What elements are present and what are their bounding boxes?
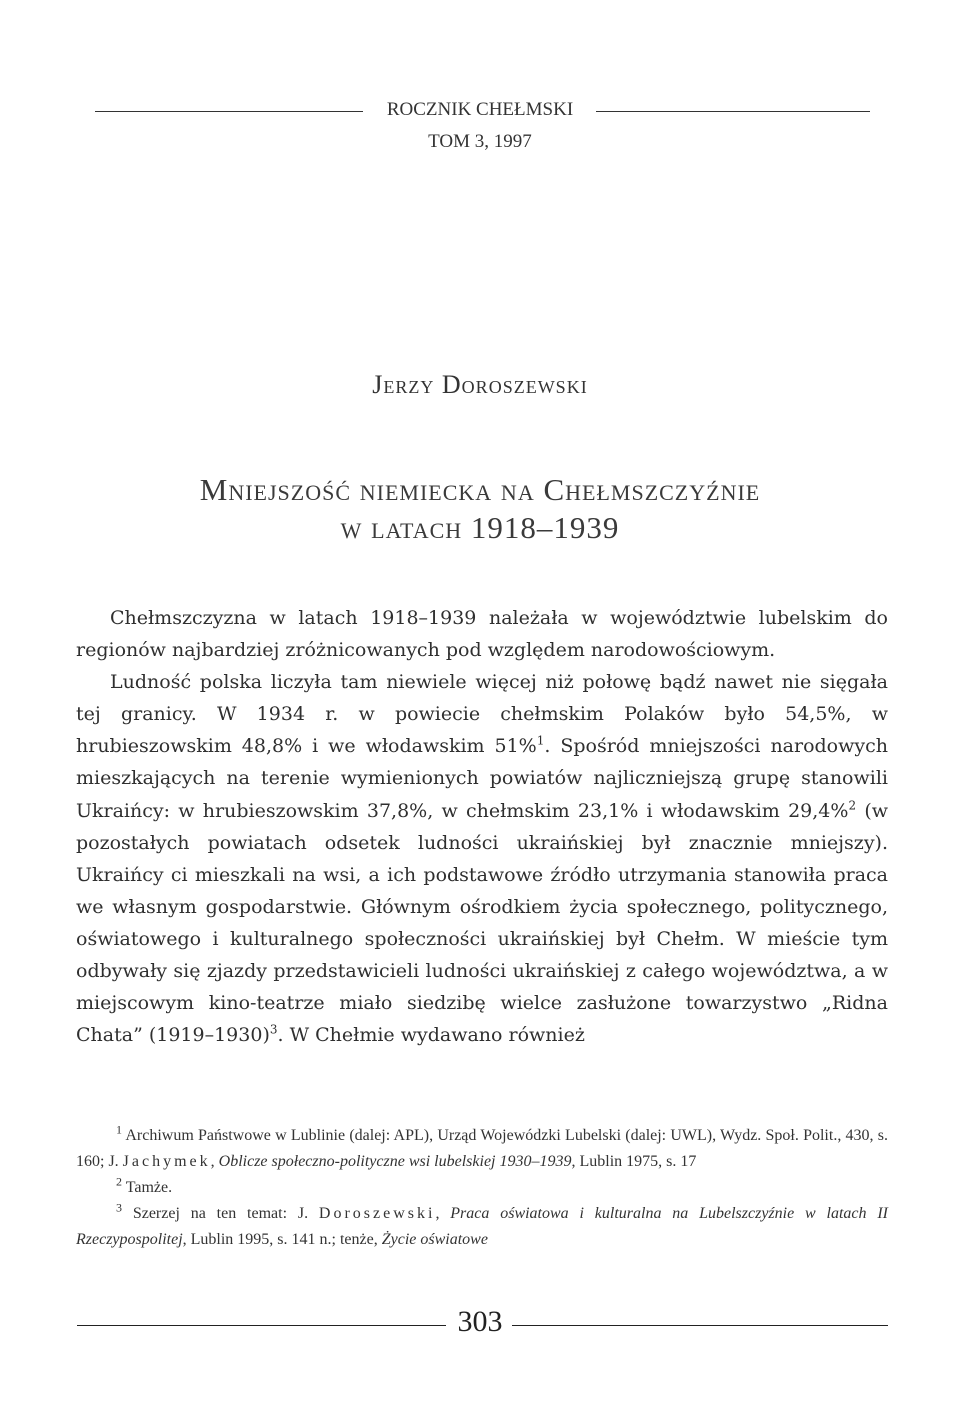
- footnote-3: [76, 1201, 888, 1253]
- footnote-3-text: Szerzej na ten temat: J.: [122, 1205, 319, 1222]
- footnote-ref-3: 3: [269, 1022, 278, 1037]
- footnotes: [76, 1123, 888, 1253]
- paragraph-2: [76, 666, 888, 1051]
- footnote-1: [76, 1123, 888, 1175]
- footnote-1-title: Oblicze społeczno-polityczne wsi lubelskiej 1930–1939: [218, 1153, 572, 1170]
- footnote-3-number: 3: [116, 1200, 122, 1215]
- journal-name: ROCZNIK CHEŁMSKI: [386, 99, 574, 120]
- page-number: 303: [457, 1305, 503, 1338]
- paragraph-2-part-a: Ludność polska liczyła tam niewiele więcej niż połowę bądź nawet nie sięgała tej granicy. W 1934 r. w powiecie chełmskim Polaków było 54,5%, w hrubieszowskim 48,8% i we włodawskim 51%: [76, 671, 888, 758]
- paragraph-2-part-d: . W Chełmie wydawano również: [277, 1024, 585, 1047]
- footnote-3-author: Doroszewski: [318, 1205, 436, 1222]
- footnote-3-tail: , Lublin 1995, s. 141 n.; tenże,: [182, 1231, 382, 1248]
- paragraph-1: Chełmszczyzna w latach 1918–1939 należała w województwie lubelskim do regionów najbardziej zróżnicowanych pod względem narodowościowym.: [76, 607, 888, 662]
- footnote-1-sep: ,: [210, 1153, 219, 1170]
- paragraph-2-part-b: . Spośród mniejszości narodowych mieszkających na terenie wymienionych powiatów najliczniejszą grupę stanowili Ukraińcy: w hrubieszowskim 37,8%, w chełmskim 23,1% i włodawskim 29,4%: [76, 735, 888, 822]
- article-title-line-1: Mniejszość niemiecka na Chełmszczyźnie: [199, 472, 761, 507]
- footnote-2-number: 2: [116, 1174, 122, 1189]
- footnote-ref-1: 1: [536, 734, 545, 749]
- footnote-ref-2: 2: [848, 798, 857, 813]
- author-name: Jerzy Doroszewski: [372, 370, 588, 399]
- footnote-3-title: Praca oświatowa i kulturalna na Lubelszczyźnie w latach II Rzeczypospolitej: [76, 1205, 888, 1248]
- header-rule-right: [596, 111, 870, 112]
- footnote-3-sep: ,: [435, 1205, 451, 1222]
- volume-info: TOM 3, 1997: [428, 131, 532, 152]
- footnote-2-text: Tamże.: [122, 1179, 173, 1196]
- footnote-2: [76, 1175, 888, 1201]
- article-title-line-2: w latach 1918–1939: [340, 510, 620, 545]
- footnote-1-author: Jachymek: [122, 1153, 211, 1170]
- footnote-3-title-2: Życie oświatowe: [381, 1231, 488, 1248]
- paragraph-2-part-c: (w pozostałych powiatach odsetek ludności ukraińskiej był znacznie mniejszy). Ukraińcy ci mieszkali na wsi, a ich podstawowe źródło utrzymania stanowiła praca we własnym gospodarstwie. Głównym ośrodkiem życia społecznego, politycznego, oświatowego i kulturalnego społeczności ukraińskiej był Chełm. W mieście tym odbywały się zjazdy przedstawicieli ludności ukraińskiej z całego województwa, a w miejscowym kino-teatrze miało siedzibę wielce zasłużone towarzystwo „Ridna Chata” (1919–1930): [76, 799, 888, 1047]
- footnote-1-tail: , Lublin 1975, s. 17: [571, 1153, 697, 1170]
- article-body: [76, 602, 888, 1051]
- footnote-1-number: 1: [116, 1122, 122, 1137]
- page-number-rule-right: [512, 1325, 888, 1326]
- footnote-1-text: Archiwum Państwowe w Lublinie (dalej: APL), Urząd Wojewódzki Lubelski (dalej: UWL), Wydz. Społ. Polit., 430, s. 160; J.: [76, 1127, 888, 1170]
